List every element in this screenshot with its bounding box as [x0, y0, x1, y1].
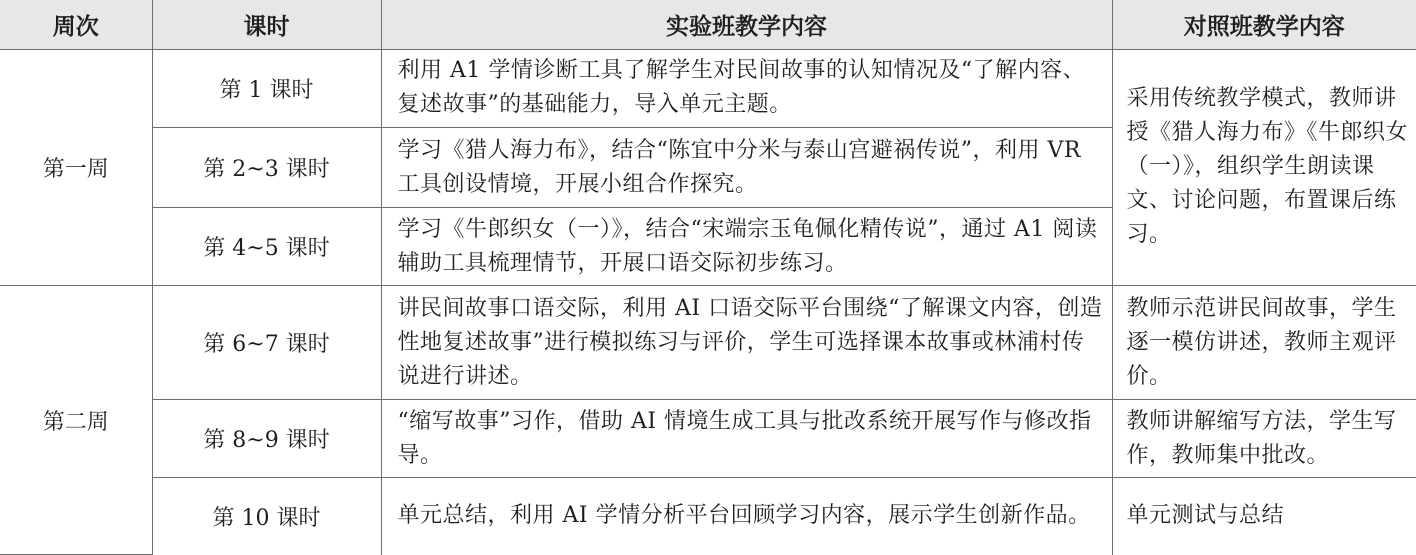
table-row [0, 49, 1416, 128]
experimental-content-cell: 学习《猎人海力布》，结合“陈宜中分米与泰山宫避祸传说”，利用 VR 工具创设情境，开展小组合作探究。 [381, 128, 1112, 208]
experimental-content-cell: “缩写故事”习作，借助 AI 情境生成工具与批改系统开展写作与修改指导。 [381, 400, 1112, 478]
table-header-row [0, 0, 1416, 49]
control-content-cell: 单元测试与总结 [1112, 478, 1416, 555]
period-cell: 第 10 课时 [152, 478, 381, 555]
control-content-cell: 采用传统教学模式，教师讲授《猎人海力布》《牛郎织女（一）》，组织学生朗读课文、讨论问题，布置课后练习。 [1112, 49, 1416, 286]
control-content-cell: 教师讲解缩写方法，学生写作，教师集中批改。 [1112, 400, 1416, 478]
header-experimental: 实验班教学内容 [381, 0, 1112, 49]
experimental-content-cell: 讲民间故事口语交际，利用 AI 口语交际平台围绕“了解课文内容，创造性地复述故事”进行模拟练习与评价，学生可选择课本故事或林浦村传说进行讲述。 [381, 286, 1112, 400]
experimental-content-cell: 单元总结，利用 AI 学情分析平台回顾学习内容，展示学生创新作品。 [381, 478, 1112, 555]
period-cell: 第 1 课时 [152, 49, 381, 128]
experimental-content-cell: 学习《牛郎织女（一）》，结合“宋端宗玉龟佩化精传说”，通过 A1 阅读辅助工具梳理情节，开展口语交际初步练习。 [381, 208, 1112, 286]
control-content-cell: 教师示范讲民间故事，学生逐一模仿讲述，教师主观评价。 [1112, 286, 1416, 400]
table-row [0, 400, 1416, 478]
header-control: 对照班教学内容 [1112, 0, 1416, 49]
period-cell: 第 6~7 课时 [152, 286, 381, 400]
experimental-content-cell: 利用 A1 学情诊断工具了解学生对民间故事的认知情况及“了解内容、复述故事”的基础能力，导入单元主题。 [381, 49, 1112, 128]
header-week: 周次 [0, 0, 152, 49]
week-cell: 第二周 [0, 286, 152, 555]
week-cell: 第一周 [0, 49, 152, 286]
header-period: 课时 [152, 0, 381, 49]
table-row [0, 478, 1416, 555]
period-cell: 第 4~5 课时 [152, 208, 381, 286]
period-cell: 第 8~9 课时 [152, 400, 381, 478]
table-row [0, 286, 1416, 400]
period-cell: 第 2~3 课时 [152, 128, 381, 208]
